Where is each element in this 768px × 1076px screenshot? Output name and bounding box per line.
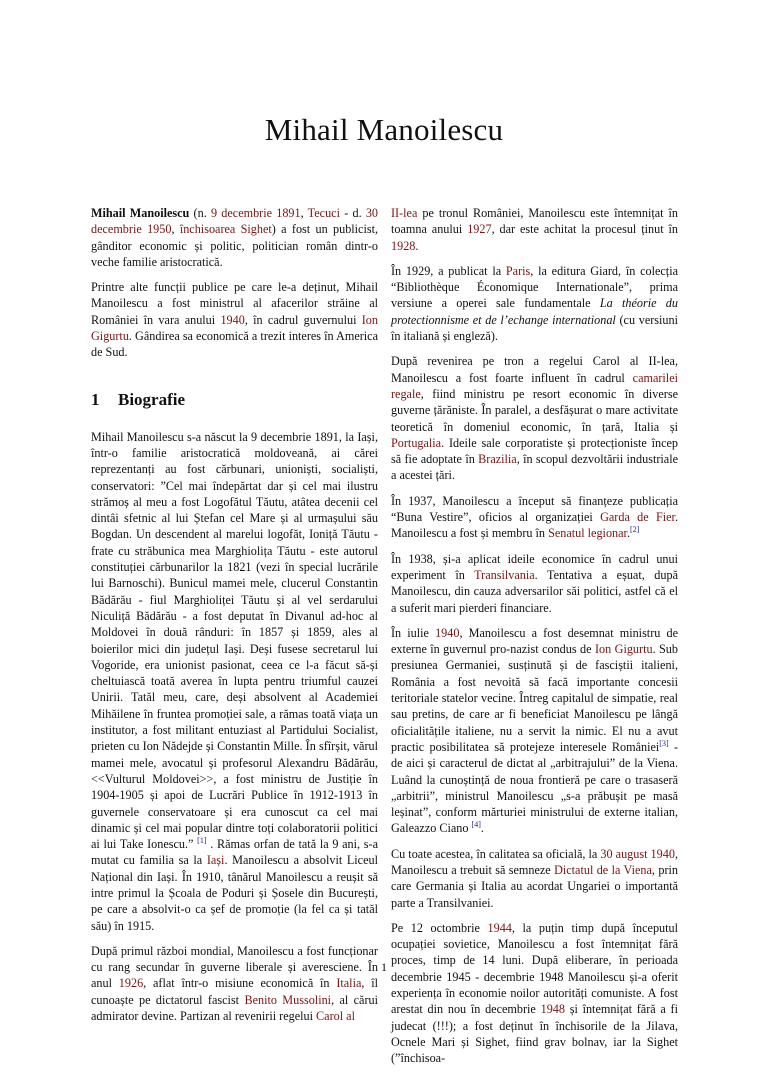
bold-term: Mihail Manoilescu: [91, 206, 190, 220]
wiki-link[interactable]: Carol al: [316, 1009, 355, 1024]
paragraph: II-lea pe tronul României, Manoilescu este întemnițat în toamna anului 1927, dar este achitat la procesul ținut în 1928.: [391, 206, 678, 253]
wiki-link[interactable]: 9 decembrie 1891: [210, 206, 301, 220]
wiki-link[interactable]: Paris: [505, 263, 531, 278]
wiki-link[interactable]: Ion Gigurtu: [91, 312, 378, 344]
paragraph: După revenirea pe tron a regelui Carol al II-lea, Manoilescu a fost foarte influent în cadrul camarilei regale, fiind ministru pe resort economic în diverse guverne țărăniste. În paralel, a desfășurat o mare activitate teoretică în domeniul economic, în țară, Italia și Portugalia. Ideile sale corporatiste și protecționiste încep să fie adoptate în Brazilia, în scopul dezvoltării industriale a acestei țări.: [391, 354, 678, 483]
citation-ref[interactable]: [1]: [197, 836, 207, 846]
wiki-link[interactable]: 1948: [540, 1002, 565, 1017]
paragraph: În iulie 1940, Manoilescu a fost desemnat ministru de externe în guvernul pro-nazist condus de Ion Gigurtu. Sub presiunea Germaniei, susținută și de fasciștii italieni, România a fost nevoită să facă importante concesii teritoriale statelor vecine. Întreg capitalul de simpatie, real sau pretins, de care ar fi beneficiat Manoilescu pe lângă oficialitățile italiene, nu a servit la nimic. El nu a avut practic posibilitatea să protejeze interesele României[3] - de aici și caracterul de dictat al „arbitrajului” de la Viena. Luând la cunoștință de noua frontieră pe care o trasaseră „arbitrii”, ministrul Manoilescu „s-a prăbușit pe masă leșinat”, conform mărturiei ministrului de externe italian, Galeazzo Ciano [4].: [391, 625, 679, 836]
citation-ref[interactable]: [4]: [471, 820, 481, 830]
wiki-link[interactable]: 1926: [118, 976, 144, 991]
wiki-link[interactable]: Portugalia: [391, 435, 442, 450]
wiki-link[interactable]: 1940: [220, 312, 245, 327]
wiki-link[interactable]: Garda de Fier: [600, 510, 675, 525]
paragraph: În 1938, și-a aplicat ideile economice în cadrul unui experiment în Transilvania. Tentativa a eșuat, după Manoilescu, din cauza adversarilor săi politici, astfel că el a suferit mari pierderi financiare.: [391, 551, 678, 615]
wiki-link[interactable]: Transilvania: [474, 567, 535, 582]
paragraph: După primul război mondial, Manoilescu a fost funcționar cu rang secundar în guverne liberale și averesciene. În anul 1926, aflat într-o misiune economică în Italia, îl cunoaște pe dictatorul fascist Benito Mussolini, al cărui admirator devine. Partizan al revenirii regelui Carol al: [91, 943, 378, 1024]
wiki-link[interactable]: 1928: [391, 238, 416, 253]
page-title: Mihail Manoilescu: [264, 112, 504, 147]
italic-title: La théorie du protectionnisme et de l’echange international: [391, 296, 678, 327]
paragraph: În 1937, Manoilescu a început să finanțeze publicația “Buna Vestire”, oficios al organizației Garda de Fier. Manoilescu a fost și membru în Senatul legionar.[2]: [391, 493, 678, 541]
wiki-link[interactable]: 30 august 1940: [600, 846, 675, 861]
wiki-link[interactable]: Benito Mussolini: [244, 992, 332, 1007]
wiki-link[interactable]: Brazilia: [478, 452, 517, 467]
wiki-link[interactable]: 30 decembrie 1950: [91, 206, 379, 237]
left-column: [91, 205, 378, 1033]
wiki-link[interactable]: camarilei regale: [391, 370, 678, 401]
citation-ref[interactable]: [2]: [629, 525, 640, 535]
wiki-link[interactable]: Senatul legionar: [548, 526, 627, 541]
paragraph: Mihail Manoilescu s-a născut la 9 decembrie 1891, la Iași, într-o familie aristocratică moldoveană, ai cărei reprezentanți au fost cărbunari, unioniști, socialiști, conservatori: ”Cel mai îndepărtat dar și cel mai ilustru strămoș al meu a fost Logofătul Tăutu, atâtea decenii cel dintâi sfetnic al lui Ștefan cel Mare și al urmașului său Bogdan. Un descendent al marelui logofăt, Ioniță Tăutu - frate cu străbunica mea Marghiolița Tăutu - este autorul constituției cărbunarilor la 1821 (vezi în special lucrările lui Barnoschi). Bunicul mamei mele, clucerul Constantin Bădărău - fiul Marghioliței Tăutu și al vel serdarului Niculiță Bădărău - a fost deputat în Divanul ad-hoc al Moldovei în două rânduri: în 1857 și 1859, ales al boierilor mici din județul Iași. Deși fusese secretarul lui Vogoride, era unionist pasionat, ceea ce l-a făcut să-și cheltuiască toată averea în lupta pentru triumful cauzei Unirii. Tatăl meu, care, deși absolvent al Academiei Mihăilene în fruntea promoției sale, a rămas toată viața un institutor, a fost militant entuziast al Partidului Socialist, prieten cu Ion Nădejde și Constantin Mille. În sfîrșit, vărul mamei mele, avocatul și profesorul Alexandru Bădărău, <<Vulturul Moldovei>>, a fost ministru de Justiție în 1904-1905 și apoi de Lucrări Publice în 1912-1913 în guvernele conservatoare și era cunoscut ca cel mai dinamic și cel mai popular dintre toți colaboratorii politici ai lui Take Ionescu.” [1] . Rămas orfan de tată la 9 ani, s-a mutat cu familia sa la Iași. Manoilescu a absolvit Liceul Național din Iași. În 1910, tânărul Manoilescu a reușit să intre primul la Școala de Poduri și Șosele din București, pe care a absolvit-o ca șef de promoție (la fel ca și tatăl său) în 1915.: [91, 429, 378, 933]
intro-paragraph: Mihail Manoilescu (n. 9 decembrie 1891, Tecuci - d. 30 decembrie 1950, închisoarea Sighet) a fost un publicist, gânditor economic și politic, politician român dintr-o veche familie aristocratică.: [91, 206, 379, 269]
section-heading: [91, 389, 378, 411]
paragraph: În 1929, a publicat la Paris, la editura Giard, în colecția “Bibliothèque Économique Internationale”, prima versiune a operei sale fundamentale La théorie du protectionnisme et de l’echange international (cu versiuni în italiană și engleză).: [391, 263, 678, 344]
wiki-link[interactable]: închisoarea Sighet: [179, 222, 272, 237]
wiki-link[interactable]: 1940: [435, 625, 460, 640]
wiki-link[interactable]: 1944: [487, 920, 512, 935]
wiki-link[interactable]: 1927: [467, 222, 492, 237]
page-number: 1: [381, 960, 387, 974]
wiki-link[interactable]: Dictatul de la Viena: [554, 862, 652, 877]
wiki-link[interactable]: Ion Gigurtu: [594, 642, 653, 657]
wiki-link[interactable]: Tecuci: [307, 206, 340, 220]
paragraph: Cu toate acestea, în calitatea sa oficială, la 30 august 1940, Manoilescu a trebuit să semneze Dictatul de la Viena, prin care Germania și Italia au acordat Ungariei o importantă parte a Transilvaniei.: [391, 846, 678, 910]
right-column: [391, 205, 678, 1076]
wiki-link[interactable]: II-lea: [391, 206, 418, 220]
section-number: 1: [91, 389, 100, 409]
wiki-link[interactable]: Italia: [336, 976, 362, 991]
paragraph: Printre alte funcții publice pe care le-a deținut, Mihail Manoilescu a fost ministrul al afacerilor străine al României în vara anului 1940, în cadrul guvernului Ion Gigurtu. Gândirea sa economică a trezit interes în America de Sud.: [91, 280, 378, 360]
citation-ref[interactable]: [3]: [659, 738, 669, 748]
section-title: Biografie: [118, 389, 186, 409]
wiki-link[interactable]: Iași: [206, 853, 225, 868]
paragraph: Pe 12 octombrie 1944, la puțin timp după începutul ocupației sovietice, Manoilescu a fost întemnițat fără proces, timp de 14 luni. După eliberare, în perioada decembrie 1945 - decembrie 1948 Manoilescu și-a oferit experiența în economie noilor autorități comuniste. A fost arestat din nou în decembrie 1948 și întemnițat fără a fi judecat (!!!); a fost deținut în închisorile de la Jilava, Ocnele Mari și Sighet, fiind grav bolnav, iar la Sighet (”închisoa-: [391, 920, 678, 1066]
